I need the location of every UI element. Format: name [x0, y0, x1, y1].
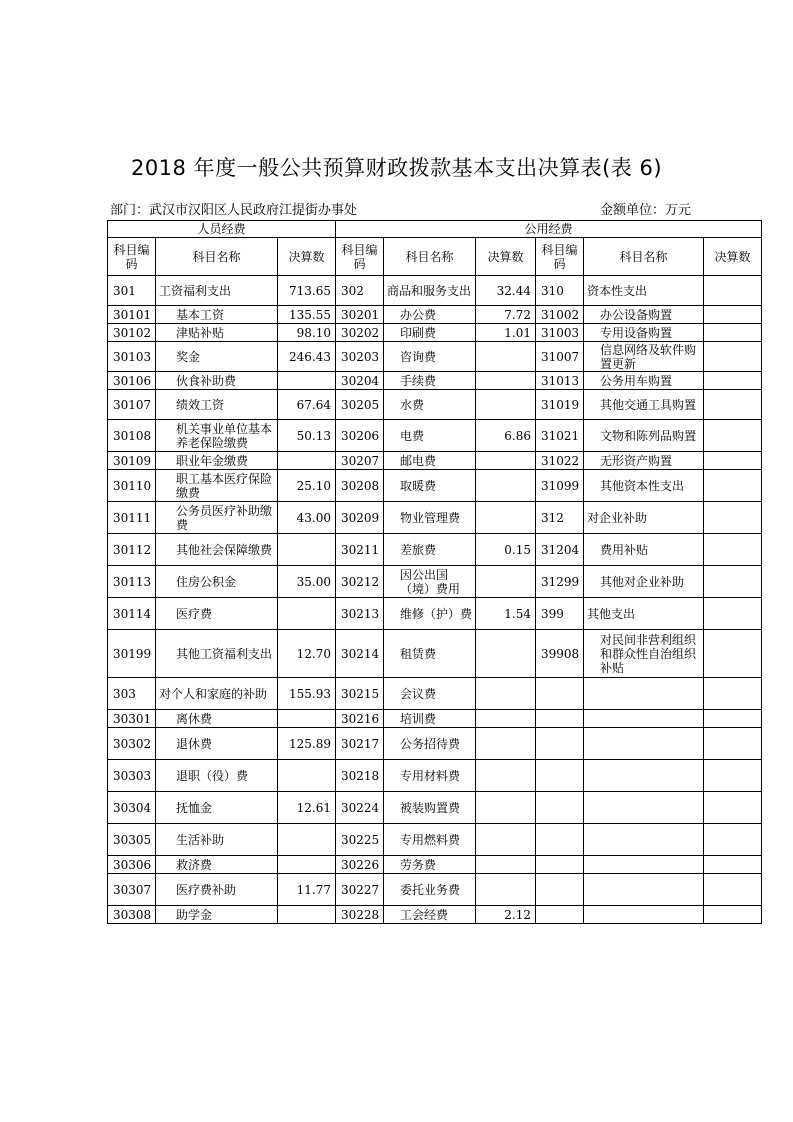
subject-name-cell: 专用燃料费: [384, 824, 476, 856]
subject-name-cell: 医疗费: [156, 598, 278, 630]
amount-cell: [278, 372, 336, 390]
amount-cell: [476, 470, 536, 502]
subject-name-cell: 会议费: [384, 678, 476, 710]
subject-code-cell: 30306: [108, 856, 156, 874]
subject-code-cell: 30108: [108, 420, 156, 452]
table-row: [108, 452, 762, 470]
amount-cell: [476, 502, 536, 534]
amount-cell: 6.86: [476, 420, 536, 452]
amount-cell: [476, 856, 536, 874]
subject-name-cell: 其他社会保障缴费: [156, 534, 278, 566]
amount-cell: [278, 710, 336, 728]
table-row: [108, 502, 762, 534]
subject-code-cell: [536, 874, 584, 906]
amount-cell: [704, 874, 762, 906]
header-name: 科目名称: [384, 238, 476, 276]
subject-name-cell: 咨询费: [384, 342, 476, 372]
subject-code-cell: 30224: [336, 792, 384, 824]
amount-cell: [704, 420, 762, 452]
amount-cell: 2.12: [476, 906, 536, 924]
amount-cell: [278, 824, 336, 856]
amount-cell: [476, 452, 536, 470]
subject-name-cell: 住房公积金: [156, 566, 278, 598]
table-row: [108, 470, 762, 502]
subject-code-cell: 310: [536, 276, 584, 306]
group-personnel: 人员经费: [108, 221, 336, 238]
subject-code-cell: 31299: [536, 566, 584, 598]
subject-code-cell: 30303: [108, 760, 156, 792]
table-row: [108, 324, 762, 342]
subject-code-cell: 399: [536, 598, 584, 630]
subject-code-cell: 30206: [336, 420, 384, 452]
subject-code-cell: [536, 792, 584, 824]
subject-code-cell: [536, 824, 584, 856]
subject-name-cell: 电费: [384, 420, 476, 452]
header-amount: 决算数: [278, 238, 336, 276]
column-header-row: [108, 238, 762, 276]
subject-name-cell: 津贴补贴: [156, 324, 278, 342]
amount-cell: 35.00: [278, 566, 336, 598]
header-code: 科目编码: [536, 238, 584, 276]
table-row: [108, 824, 762, 856]
subject-name-cell: [584, 906, 704, 924]
subject-name-cell: 其他交通工具购置: [584, 390, 704, 420]
subject-code-cell: 30301: [108, 710, 156, 728]
subject-code-cell: 302: [336, 276, 384, 306]
subject-name-cell: 费用补贴: [584, 534, 704, 566]
amount-cell: [704, 678, 762, 710]
subject-code-cell: 30305: [108, 824, 156, 856]
subject-code-cell: 312: [536, 502, 584, 534]
table-row: [108, 598, 762, 630]
subject-code-cell: 31022: [536, 452, 584, 470]
subject-name-cell: 邮电费: [384, 452, 476, 470]
subject-name-cell: 职工基本医疗保险缴费: [156, 470, 278, 502]
table-row: [108, 306, 762, 324]
amount-cell: [704, 452, 762, 470]
amount-cell: [278, 856, 336, 874]
header-amount: 决算数: [704, 238, 762, 276]
subject-name-cell: 专用设备购置: [584, 324, 704, 342]
subject-code-cell: 30199: [108, 630, 156, 678]
subject-code-cell: 30111: [108, 502, 156, 534]
subject-name-cell: 差旅费: [384, 534, 476, 566]
amount-cell: [704, 470, 762, 502]
subject-name-cell: [584, 710, 704, 728]
subject-name-cell: 被装购置费: [384, 792, 476, 824]
amount-cell: [476, 566, 536, 598]
subject-code-cell: 30203: [336, 342, 384, 372]
table-row: [108, 276, 762, 306]
subject-code-cell: 30103: [108, 342, 156, 372]
header-amount: 决算数: [476, 238, 536, 276]
subject-code-cell: 31013: [536, 372, 584, 390]
amount-cell: [704, 630, 762, 678]
amount-cell: 0.15: [476, 534, 536, 566]
subject-code-cell: 30307: [108, 874, 156, 906]
subject-code-cell: 30218: [336, 760, 384, 792]
amount-cell: [476, 792, 536, 824]
subject-name-cell: 印刷费: [384, 324, 476, 342]
subject-code-cell: 30112: [108, 534, 156, 566]
subject-name-cell: 取暖费: [384, 470, 476, 502]
subject-code-cell: 30114: [108, 598, 156, 630]
subject-name-cell: 商品和服务支出: [384, 276, 476, 306]
subject-code-cell: 31002: [536, 306, 584, 324]
subject-name-cell: [584, 874, 704, 906]
subject-code-cell: 30205: [336, 390, 384, 420]
subject-code-cell: 30204: [336, 372, 384, 390]
subject-name-cell: 对民间非营利组织和群众性自治组织补贴: [584, 630, 704, 678]
amount-cell: [476, 390, 536, 420]
group-header-row: [108, 221, 762, 238]
subject-name-cell: [584, 760, 704, 792]
subject-name-cell: 基本工资: [156, 306, 278, 324]
subject-name-cell: 工会经费: [384, 906, 476, 924]
amount-cell: 50.13: [278, 420, 336, 452]
subject-code-cell: 30212: [336, 566, 384, 598]
subject-code-cell: 39908: [536, 630, 584, 678]
subject-name-cell: 专用材料费: [384, 760, 476, 792]
subject-name-cell: 手续费: [384, 372, 476, 390]
expenditure-table: [107, 220, 762, 924]
subject-code-cell: 31003: [536, 324, 584, 342]
subject-name-cell: 职业年金缴费: [156, 452, 278, 470]
table-row: [108, 728, 762, 760]
subject-code-cell: 30208: [336, 470, 384, 502]
table-row: [108, 534, 762, 566]
header-code: 科目编码: [108, 238, 156, 276]
subject-name-cell: 文物和陈列品购置: [584, 420, 704, 452]
amount-cell: 43.00: [278, 502, 336, 534]
amount-cell: 155.93: [278, 678, 336, 710]
amount-cell: [704, 824, 762, 856]
page-title: 2018 年度一般公共预算财政拨款基本支出决算表(表 6): [130, 156, 663, 180]
subject-code-cell: [536, 906, 584, 924]
table-row: [108, 566, 762, 598]
subject-name-cell: 救济费: [156, 856, 278, 874]
subject-code-cell: 30214: [336, 630, 384, 678]
amount-cell: [704, 856, 762, 874]
subject-code-cell: 301: [108, 276, 156, 306]
amount-cell: 98.10: [278, 324, 336, 342]
subject-code-cell: [536, 760, 584, 792]
subject-code-cell: 31204: [536, 534, 584, 566]
subject-name-cell: 其他资本性支出: [584, 470, 704, 502]
amount-cell: [704, 342, 762, 372]
table-row: [108, 906, 762, 924]
subject-code-cell: [536, 678, 584, 710]
subject-name-cell: 资本性支出: [584, 276, 704, 306]
subject-name-cell: [584, 824, 704, 856]
subject-name-cell: 其他对企业补助: [584, 566, 704, 598]
subject-name-cell: [584, 856, 704, 874]
amount-cell: [704, 598, 762, 630]
amount-cell: [476, 728, 536, 760]
subject-name-cell: 医疗费补助: [156, 874, 278, 906]
table-row: [108, 710, 762, 728]
subject-name-cell: 公务员医疗补助缴费: [156, 502, 278, 534]
amount-cell: [278, 598, 336, 630]
table-row: [108, 630, 762, 678]
amount-cell: 1.01: [476, 324, 536, 342]
amount-cell: [476, 874, 536, 906]
subject-name-cell: 维修（护）费: [384, 598, 476, 630]
amount-cell: 12.70: [278, 630, 336, 678]
amount-cell: 125.89: [278, 728, 336, 760]
amount-cell: 713.65: [278, 276, 336, 306]
subject-name-cell: 生活补助: [156, 824, 278, 856]
subject-code-cell: 30226: [336, 856, 384, 874]
subject-code-cell: 30107: [108, 390, 156, 420]
header-name: 科目名称: [584, 238, 704, 276]
subject-code-cell: 30202: [336, 324, 384, 342]
header-code: 科目编码: [336, 238, 384, 276]
amount-cell: [476, 710, 536, 728]
amount-cell: [704, 566, 762, 598]
amount-cell: [704, 760, 762, 792]
subject-code-cell: 30110: [108, 470, 156, 502]
amount-cell: [476, 760, 536, 792]
table-row: [108, 342, 762, 372]
subject-code-cell: 30215: [336, 678, 384, 710]
amount-cell: 25.10: [278, 470, 336, 502]
amount-cell: [704, 390, 762, 420]
amount-cell: 1.54: [476, 598, 536, 630]
subject-code-cell: 30225: [336, 824, 384, 856]
subject-code-cell: 30101: [108, 306, 156, 324]
amount-cell: 67.64: [278, 390, 336, 420]
amount-cell: [704, 276, 762, 306]
subject-code-cell: 30209: [336, 502, 384, 534]
subject-name-cell: 工资福利支出: [156, 276, 278, 306]
header-name: 科目名称: [156, 238, 278, 276]
amount-cell: [704, 710, 762, 728]
amount-cell: [476, 342, 536, 372]
subject-name-cell: 委托业务费: [384, 874, 476, 906]
subject-code-cell: 30216: [336, 710, 384, 728]
subject-code-cell: 30217: [336, 728, 384, 760]
amount-cell: 12.61: [278, 792, 336, 824]
subject-name-cell: 其他工资福利支出: [156, 630, 278, 678]
amount-cell: 246.43: [278, 342, 336, 372]
amount-cell: 11.77: [278, 874, 336, 906]
subject-name-cell: 劳务费: [384, 856, 476, 874]
amount-cell: [476, 372, 536, 390]
amount-cell: [704, 306, 762, 324]
subject-code-cell: [536, 710, 584, 728]
group-public: 公用经费: [336, 221, 762, 238]
amount-unit-label: 金额单位：万元: [600, 203, 692, 218]
subject-code-cell: 30211: [336, 534, 384, 566]
subject-code-cell: 30308: [108, 906, 156, 924]
subject-name-cell: 离休费: [156, 710, 278, 728]
subject-code-cell: 30106: [108, 372, 156, 390]
subject-name-cell: 绩效工资: [156, 390, 278, 420]
subject-name-cell: [584, 678, 704, 710]
subject-code-cell: 31021: [536, 420, 584, 452]
amount-cell: [704, 728, 762, 760]
subject-name-cell: 对企业补助: [584, 502, 704, 534]
subject-code-cell: 30201: [336, 306, 384, 324]
subject-name-cell: 伙食补助费: [156, 372, 278, 390]
table-row: [108, 390, 762, 420]
subject-code-cell: [536, 856, 584, 874]
subject-name-cell: 办公费: [384, 306, 476, 324]
subject-name-cell: [584, 728, 704, 760]
subject-code-cell: 303: [108, 678, 156, 710]
amount-cell: [704, 372, 762, 390]
amount-cell: [704, 906, 762, 924]
subject-name-cell: [584, 792, 704, 824]
subject-name-cell: 无形资产购置: [584, 452, 704, 470]
subject-name-cell: 培训费: [384, 710, 476, 728]
amount-cell: [704, 502, 762, 534]
table-row: [108, 792, 762, 824]
amount-cell: [278, 534, 336, 566]
amount-cell: [476, 630, 536, 678]
table-row: [108, 874, 762, 906]
subject-name-cell: 退休费: [156, 728, 278, 760]
subject-name-cell: 办公设备购置: [584, 306, 704, 324]
subject-code-cell: 30109: [108, 452, 156, 470]
subject-name-cell: 奖金: [156, 342, 278, 372]
amount-cell: 32.44: [476, 276, 536, 306]
subject-name-cell: 公务招待费: [384, 728, 476, 760]
subject-code-cell: 30304: [108, 792, 156, 824]
amount-cell: [704, 534, 762, 566]
amount-cell: [278, 906, 336, 924]
table-row: [108, 372, 762, 390]
subject-name-cell: 抚恤金: [156, 792, 278, 824]
subject-code-cell: 31019: [536, 390, 584, 420]
amount-cell: [476, 824, 536, 856]
amount-cell: 7.72: [476, 306, 536, 324]
amount-cell: [704, 792, 762, 824]
subject-name-cell: 助学金: [156, 906, 278, 924]
amount-cell: [278, 452, 336, 470]
subject-name-cell: 机关事业单位基本养老保险缴费: [156, 420, 278, 452]
department-label: 部门：武汉市汉阳区人民政府江提街办事处: [110, 203, 358, 218]
amount-cell: [278, 760, 336, 792]
subject-code-cell: 31099: [536, 470, 584, 502]
subject-code-cell: 30113: [108, 566, 156, 598]
amount-cell: 135.55: [278, 306, 336, 324]
subject-code-cell: 31007: [536, 342, 584, 372]
subject-name-cell: 租赁费: [384, 630, 476, 678]
table-row: [108, 678, 762, 710]
subject-name-cell: 退职（役）费: [156, 760, 278, 792]
subject-code-cell: 30227: [336, 874, 384, 906]
table-row: [108, 760, 762, 792]
subject-name-cell: 其他支出: [584, 598, 704, 630]
subject-name-cell: 信息网络及软件购置更新: [584, 342, 704, 372]
subject-name-cell: 水费: [384, 390, 476, 420]
subject-name-cell: 因公出国（境）费用: [384, 566, 476, 598]
subject-code-cell: 30302: [108, 728, 156, 760]
amount-cell: [704, 324, 762, 342]
table-row: [108, 420, 762, 452]
subject-code-cell: 30102: [108, 324, 156, 342]
subject-code-cell: 30213: [336, 598, 384, 630]
subject-name-cell: 公务用车购置: [584, 372, 704, 390]
subject-name-cell: 对个人和家庭的补助: [156, 678, 278, 710]
amount-cell: [476, 678, 536, 710]
table-row: [108, 856, 762, 874]
subject-code-cell: [536, 728, 584, 760]
subject-code-cell: 30207: [336, 452, 384, 470]
subject-name-cell: 物业管理费: [384, 502, 476, 534]
subject-code-cell: 30228: [336, 906, 384, 924]
